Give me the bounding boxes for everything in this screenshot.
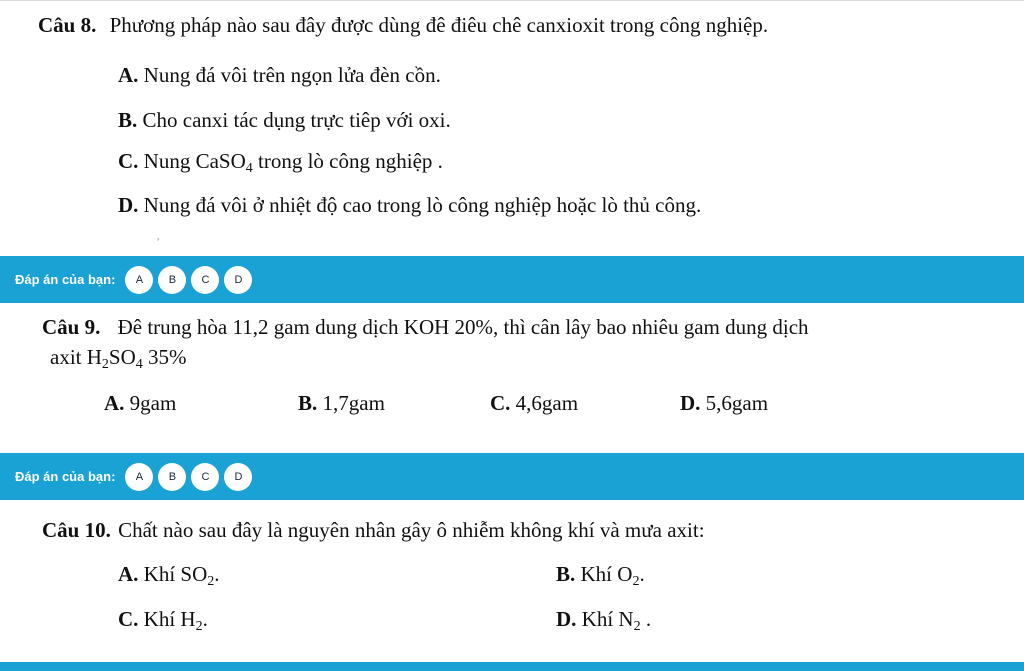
answer-bar-q9 bbox=[0, 453, 1024, 500]
q10-option-b: B. Khí $O_2$. bbox=[556, 562, 645, 589]
top-divider bbox=[0, 0, 1024, 1]
question-8-text: Phương pháp nào sau đây được dùng đê điêu chê canxioxit trong công nghiệp. bbox=[109, 13, 769, 37]
q9-option-d: D. 5,6gam bbox=[680, 391, 769, 415]
answer-choice-c[interactable]: C bbox=[191, 463, 219, 491]
question-9-line1: Đê trung hòa 11,2 gam dung dịch KOH 20%, thì cân lây bao nhiêu gam dung dịch bbox=[117, 315, 809, 339]
q10-option-d: D. Khí $N_2$ . bbox=[556, 607, 652, 634]
question-9 bbox=[42, 314, 809, 340]
answer-choice-b[interactable]: B bbox=[158, 266, 186, 294]
question-9-line2: axit $H_2SO_4$ 35% bbox=[50, 345, 187, 372]
question-10-number: Câu 10. bbox=[42, 518, 111, 542]
q10-option-a: A. Khí $SO_2$. bbox=[118, 562, 220, 589]
question-8 bbox=[38, 12, 768, 38]
q8-option-d: D. Nung đá vôi ở nhiệt độ cao trong lò công nghiệp hoặc lò thủ công. bbox=[118, 193, 702, 217]
answer-choice-d[interactable]: D bbox=[224, 266, 252, 294]
answer-bar-label: Đáp án của bạn: bbox=[15, 272, 116, 287]
q9-option-c: C. 4,6gam bbox=[490, 391, 579, 415]
answer-choice-c[interactable]: C bbox=[191, 266, 219, 294]
question-10-text: Chất nào sau đây là nguyên nhân gây ô nhiễm không khí và mưa axit: bbox=[118, 518, 705, 542]
scan-speck: ˒ bbox=[156, 230, 160, 244]
answer-bar-q8 bbox=[0, 256, 1024, 303]
question-10 bbox=[42, 517, 705, 543]
answer-choice-a[interactable]: A bbox=[125, 266, 153, 294]
q9-option-a: A. 9gam bbox=[104, 391, 177, 415]
answer-choice-b[interactable]: B bbox=[158, 463, 186, 491]
answer-bar-label: Đáp án của bạn: bbox=[15, 469, 116, 484]
q8-option-b: B. Cho canxi tác dụng trực tiêp với oxi. bbox=[118, 108, 451, 132]
q8-option-a: A. Nung đá vôi trên ngọn lửa đèn cồn. bbox=[118, 63, 441, 87]
q9-option-b: B. 1,7gam bbox=[298, 391, 385, 415]
question-9-number: Câu 9. bbox=[42, 315, 101, 339]
q8-option-c: C. Nung CaSO$_4$ trong lò công nghiệp . bbox=[118, 149, 443, 176]
answer-choice-a[interactable]: A bbox=[125, 463, 153, 491]
question-8-number: Câu 8. bbox=[38, 13, 97, 37]
bottom-bar bbox=[0, 662, 1024, 671]
q10-option-c: C. Khí $H_2$. bbox=[118, 607, 208, 634]
answer-choice-d[interactable]: D bbox=[224, 463, 252, 491]
